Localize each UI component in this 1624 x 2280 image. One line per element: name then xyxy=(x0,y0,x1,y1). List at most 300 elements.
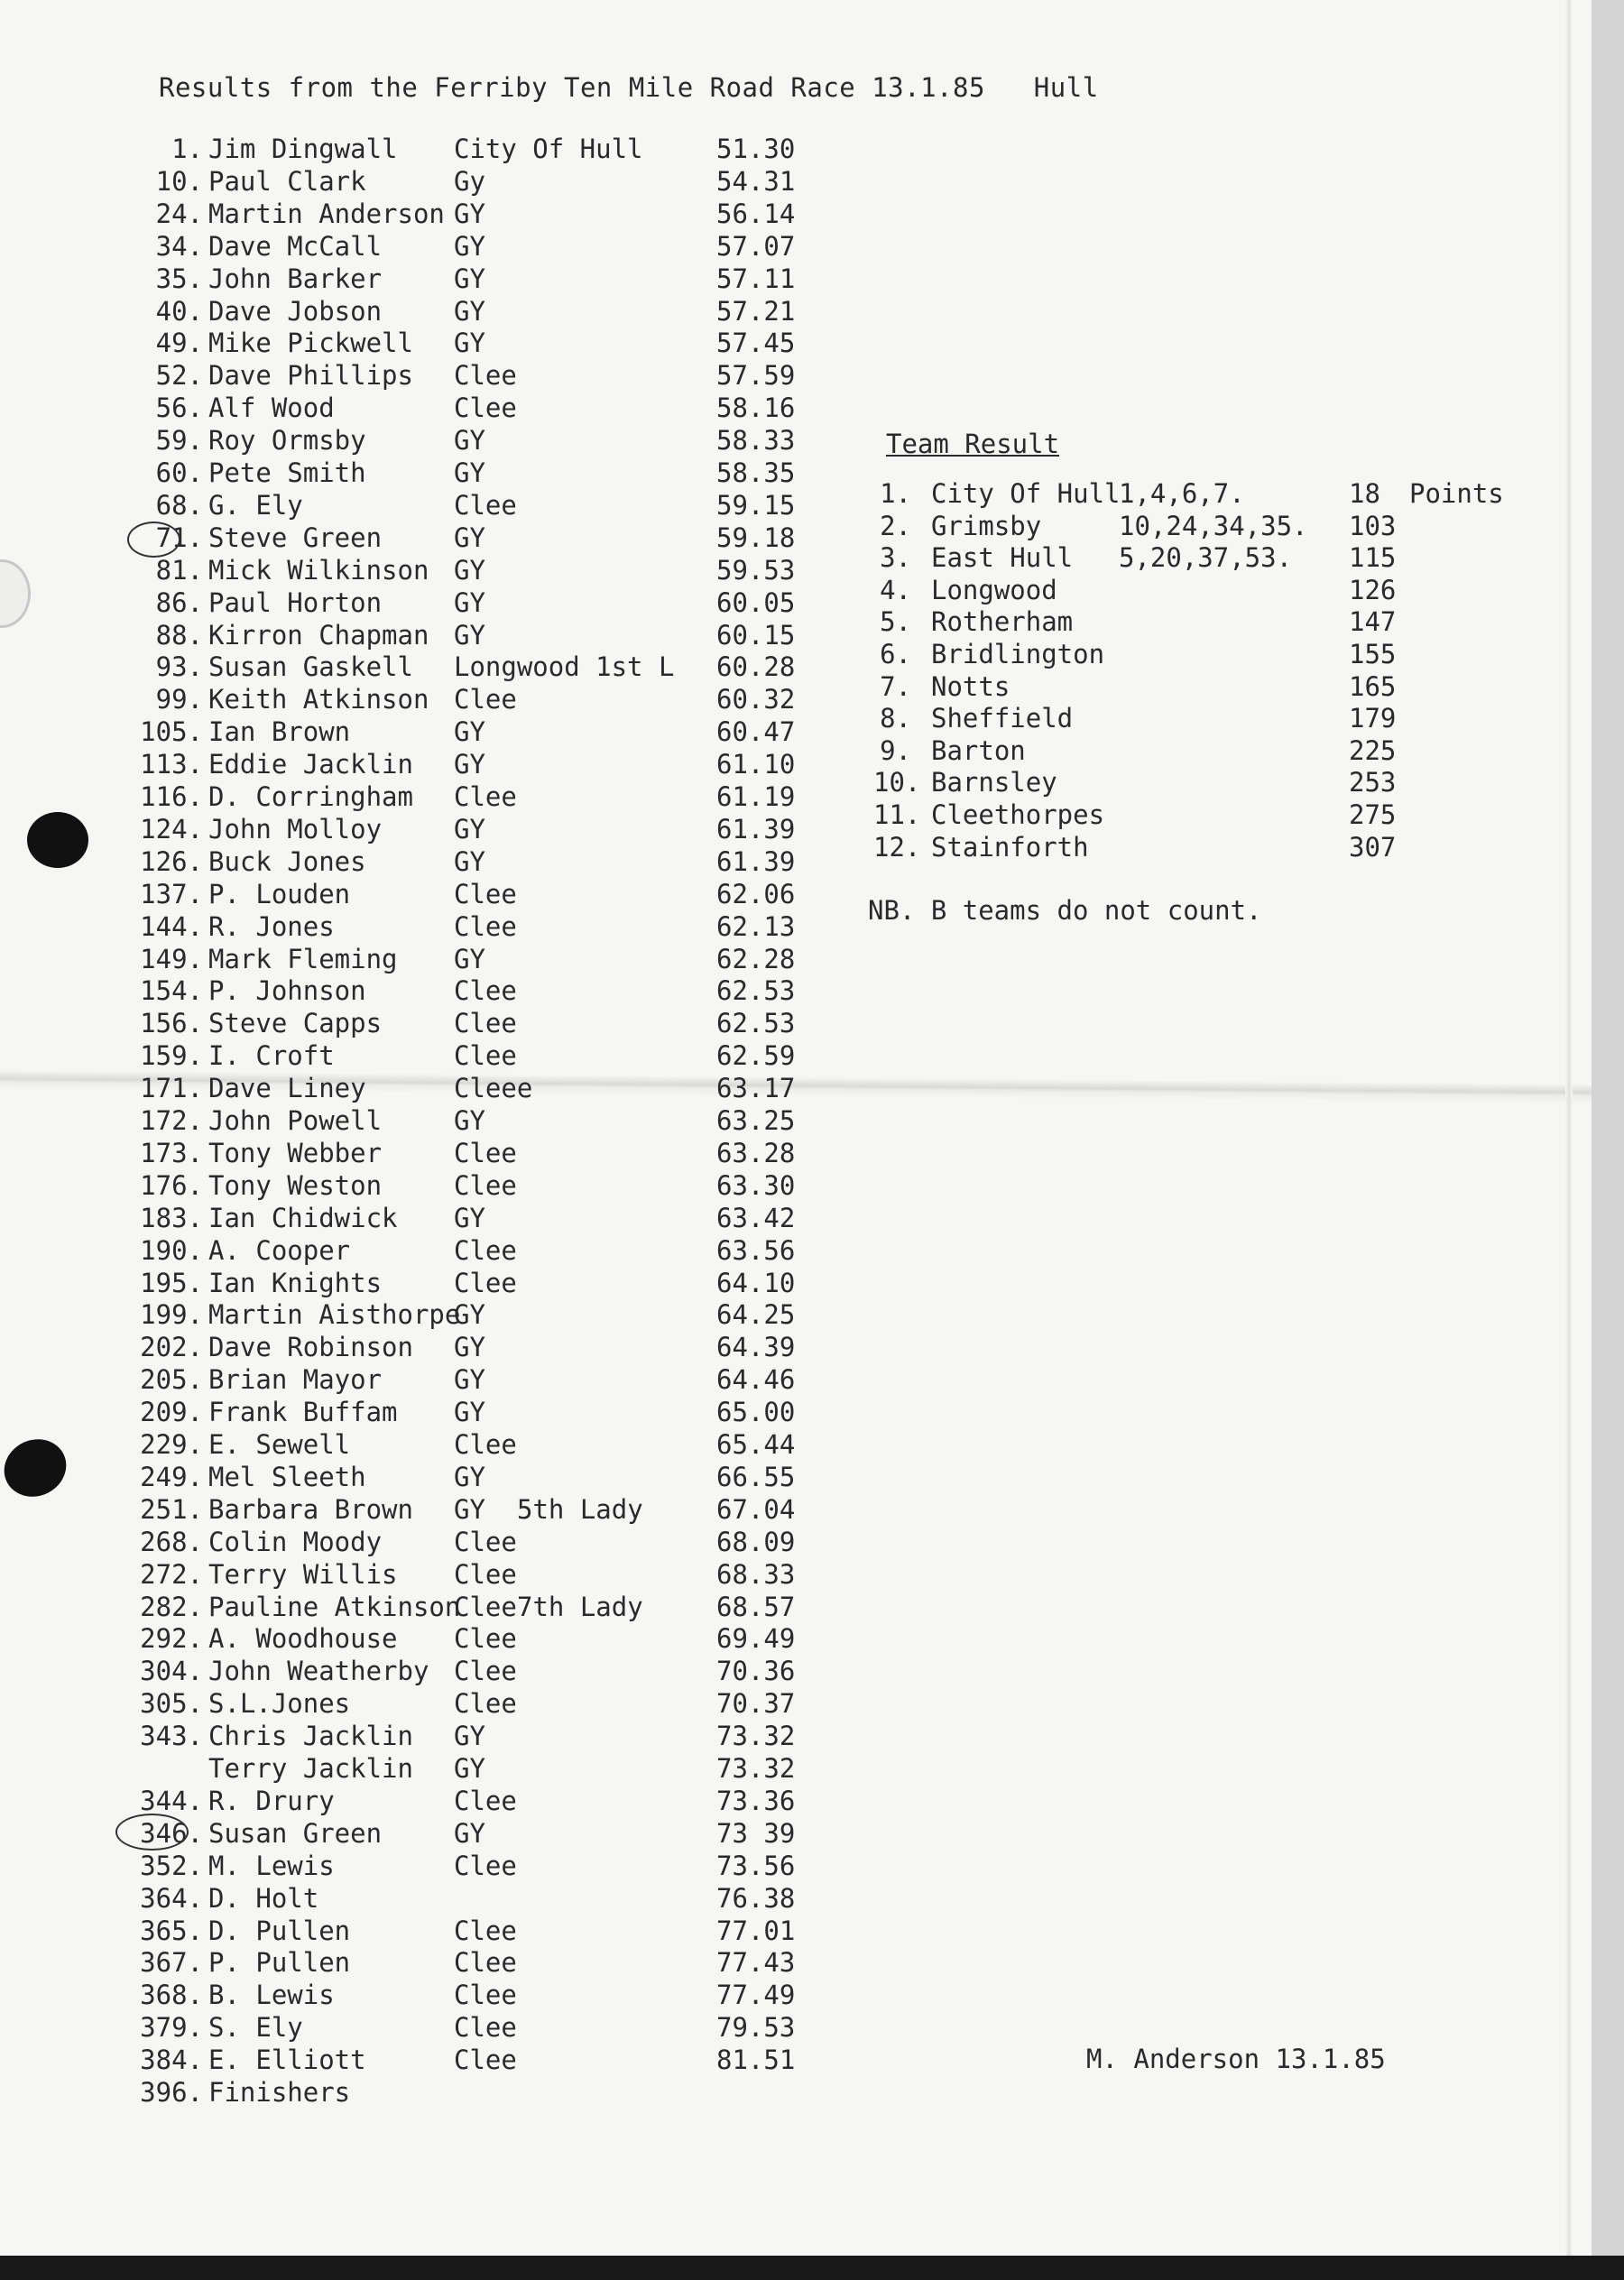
team-row xyxy=(0,542,1592,575)
result-row xyxy=(0,1851,866,1883)
runner-name: Martin Anderson xyxy=(208,198,445,229)
finish-time: 68.09 xyxy=(716,1526,796,1557)
runner-name: Dave Jobson xyxy=(208,295,383,327)
team-points: 275 xyxy=(1349,799,1397,830)
finish-time: 70.37 xyxy=(716,1688,796,1720)
finish-time: 63.56 xyxy=(716,1234,796,1266)
finish-time: 68.33 xyxy=(716,1558,796,1590)
runner-name: Steve Capps xyxy=(208,1008,383,1039)
runner-name: S.L.Jones xyxy=(208,1688,351,1720)
team-position: 1. xyxy=(880,478,911,509)
runner-name: John Powell xyxy=(208,1105,383,1136)
finish-time: 65.00 xyxy=(716,1397,796,1428)
runner-name: Jim Dingwall xyxy=(208,134,398,164)
result-position: 346. xyxy=(140,1817,203,1849)
finish-time: 69.49 xyxy=(716,1623,796,1655)
team-row xyxy=(0,832,1592,864)
club-name: GY xyxy=(454,522,485,553)
club-name: Clee xyxy=(454,781,517,812)
result-position: 367. xyxy=(140,1947,203,1979)
team-note: NB. B teams do not count. xyxy=(868,895,1262,926)
result-position: 56. xyxy=(155,392,203,424)
result-note: 5th Lady xyxy=(517,1493,643,1525)
result-position: 364. xyxy=(140,1882,203,1914)
team-row xyxy=(0,606,1592,639)
club-name: Clee xyxy=(454,1688,517,1720)
club-name: Clee xyxy=(454,1656,517,1687)
finish-time: 62.13 xyxy=(716,910,796,942)
runner-name: Ian Chidwick xyxy=(208,1202,398,1233)
result-row xyxy=(0,1623,866,1656)
club-name: Clee xyxy=(454,489,517,521)
finish-time: 67.04 xyxy=(716,1493,796,1525)
page-title: Results from the Ferriby Ten Mile Road Race 13.1.85 Hull xyxy=(159,72,1099,103)
finish-time: 59.18 xyxy=(716,522,796,553)
runner-name: Susan Green xyxy=(208,1817,383,1849)
result-position: 209. xyxy=(140,1397,203,1428)
result-row xyxy=(0,1494,866,1527)
result-row xyxy=(0,1040,866,1073)
runner-name: Frank Buffam xyxy=(208,1397,398,1428)
finish-time: 61.19 xyxy=(716,781,796,812)
team-row xyxy=(0,767,1592,799)
finish-time: 73.32 xyxy=(716,1721,796,1752)
result-row xyxy=(0,1170,866,1203)
result-row xyxy=(0,1299,866,1332)
finish-time: 59.15 xyxy=(716,489,796,521)
runner-name: Pete Smith xyxy=(208,457,366,488)
team-name: Longwood xyxy=(931,574,1057,605)
club-name: GY xyxy=(454,1332,485,1363)
result-position: 365. xyxy=(140,1915,203,1946)
finish-time: 60.32 xyxy=(716,684,796,715)
club-name: GY xyxy=(454,1493,485,1525)
finish-time: 62.06 xyxy=(716,878,796,909)
runner-name: P. Louden xyxy=(208,878,351,909)
finish-time: 57.45 xyxy=(716,328,796,359)
team-position: 9. xyxy=(880,734,911,766)
club-name: GY xyxy=(454,263,485,294)
team-finishers: 10,24,34,35. xyxy=(1119,510,1308,541)
result-position: 229. xyxy=(140,1429,203,1460)
team-position: 8. xyxy=(880,703,911,734)
fold-crease-vertical xyxy=(1565,0,1573,2256)
club-name: GY xyxy=(454,749,485,780)
result-row xyxy=(0,1235,866,1268)
team-position: 7. xyxy=(880,670,911,702)
finish-time: 57.11 xyxy=(716,263,796,294)
result-row xyxy=(0,2077,866,2109)
result-note: 7th Lady xyxy=(517,1591,643,1622)
finish-time: 57.21 xyxy=(716,295,796,327)
result-row xyxy=(0,1073,866,1105)
finish-time: 61.10 xyxy=(716,749,796,780)
team-points: 147 xyxy=(1349,606,1397,638)
club-name: Cleee xyxy=(454,1073,533,1104)
finish-time: 79.53 xyxy=(716,2012,796,2044)
club-name: Clee xyxy=(454,1591,517,1622)
result-position: 68. xyxy=(155,489,203,521)
runner-name: P. Johnson xyxy=(208,975,366,1007)
result-position: 202. xyxy=(140,1332,203,1363)
finish-time: 76.38 xyxy=(716,1882,796,1914)
team-name: Stainforth xyxy=(931,831,1089,863)
finish-time: 63.42 xyxy=(716,1202,796,1233)
result-position: 149. xyxy=(140,943,203,974)
team-row xyxy=(0,735,1592,768)
result-row xyxy=(0,911,866,944)
runner-name: Mick Wilkinson xyxy=(208,554,429,586)
finish-time: 60.05 xyxy=(716,586,796,618)
team-row xyxy=(0,671,1592,704)
team-finishers: 5,20,37,53. xyxy=(1119,542,1293,574)
runner-name: Ian Brown xyxy=(208,716,351,748)
club-name: GY xyxy=(454,1299,485,1331)
team-position: 12. xyxy=(873,831,921,863)
club-name: GY xyxy=(454,943,485,974)
club-name: GY xyxy=(454,198,485,229)
club-name: GY xyxy=(454,1202,485,1233)
result-row xyxy=(0,134,866,166)
finish-time: 57.59 xyxy=(716,360,796,392)
club-name: GY xyxy=(454,554,485,586)
team-points: 115 xyxy=(1349,542,1397,574)
team-name: Notts xyxy=(931,670,1010,702)
runner-name: Kirron Chapman xyxy=(208,619,429,651)
result-position: 59. xyxy=(155,425,203,457)
club-name: Gy xyxy=(454,165,485,197)
result-row xyxy=(0,1429,866,1462)
runner-name: D. Holt xyxy=(208,1882,319,1914)
team-name: Rotherham xyxy=(931,606,1074,638)
result-row xyxy=(0,1592,866,1624)
team-name: Barton xyxy=(931,734,1026,766)
result-row xyxy=(0,1915,866,1948)
team-name: Cleethorpes xyxy=(931,799,1105,830)
runner-name: Paul Clark xyxy=(208,165,366,197)
result-row xyxy=(0,1332,866,1364)
result-row xyxy=(0,2045,866,2077)
runner-name: Dave McCall xyxy=(208,230,383,262)
finish-time: 58.16 xyxy=(716,392,796,424)
finish-time: 63.17 xyxy=(716,1073,796,1104)
finish-time: 62.53 xyxy=(716,975,796,1007)
runner-name: Finishers xyxy=(208,2077,351,2108)
club-name: GY xyxy=(454,845,485,877)
team-points: 18 xyxy=(1349,478,1380,509)
team-points: 225 xyxy=(1349,734,1397,766)
team-row xyxy=(0,703,1592,735)
runner-name: Dave Robinson xyxy=(208,1332,413,1363)
team-points: 253 xyxy=(1349,767,1397,798)
club-name: Clee xyxy=(454,878,517,909)
result-position: 251. xyxy=(140,1493,203,1525)
result-position: 268. xyxy=(140,1526,203,1557)
runner-name: Mike Pickwell xyxy=(208,328,413,359)
team-position: 5. xyxy=(880,606,911,638)
result-row xyxy=(0,1786,866,1818)
runner-name: Alf Wood xyxy=(208,392,335,424)
result-row xyxy=(0,1268,866,1300)
result-row xyxy=(0,1203,866,1235)
result-position: 199. xyxy=(140,1299,203,1331)
result-row xyxy=(0,1105,866,1138)
club-name: GY xyxy=(454,716,485,748)
club-name: GY xyxy=(454,1721,485,1752)
runner-name: John Weatherby xyxy=(208,1656,429,1687)
result-position: 396. xyxy=(140,2077,203,2108)
result-row xyxy=(0,2012,866,2045)
club-name: GY xyxy=(454,295,485,327)
result-position: 60. xyxy=(155,457,203,488)
finish-time: 63.25 xyxy=(716,1105,796,1136)
runner-name: M. Lewis xyxy=(208,1850,335,1881)
runner-name: E. Sewell xyxy=(208,1429,351,1460)
club-name: Clee xyxy=(454,1623,517,1655)
result-position: 99. xyxy=(155,684,203,715)
team-position: 11. xyxy=(873,799,921,830)
club-name: Clee xyxy=(454,1850,517,1881)
result-row xyxy=(0,1883,866,1915)
team-name: Grimsby xyxy=(931,510,1042,541)
runner-name: Dave Phillips xyxy=(208,360,413,392)
runner-name: Brian Mayor xyxy=(208,1364,383,1396)
result-row xyxy=(0,1656,866,1688)
team-position: 4. xyxy=(880,574,911,605)
finish-time: 62.53 xyxy=(716,1008,796,1039)
team-points: 179 xyxy=(1349,703,1397,734)
result-row xyxy=(0,1138,866,1170)
runner-name: R. Jones xyxy=(208,910,335,942)
runner-name: Tony Weston xyxy=(208,1169,383,1201)
runner-name: A. Cooper xyxy=(208,1234,351,1266)
result-position: 124. xyxy=(140,813,203,845)
finish-time: 60.47 xyxy=(716,716,796,748)
club-name: Clee xyxy=(454,1915,517,1946)
finish-time: 73.32 xyxy=(716,1753,796,1784)
club-name: GY xyxy=(454,425,485,457)
circled-position-346 xyxy=(115,1814,189,1851)
team-finishers: 1,4,6,7. xyxy=(1119,478,1245,509)
scan-bottom-border xyxy=(0,2256,1624,2280)
team-position: 2. xyxy=(880,510,911,541)
club-name: Clee xyxy=(454,1429,517,1460)
team-name: Barnsley xyxy=(931,767,1057,798)
runner-name: S. Ely xyxy=(208,2012,303,2044)
result-row xyxy=(0,1008,866,1040)
team-name: Bridlington xyxy=(931,639,1105,669)
runner-name: John Barker xyxy=(208,263,383,294)
runner-name: Mark Fleming xyxy=(208,943,398,974)
finish-time: 58.35 xyxy=(716,457,796,488)
result-position: 205. xyxy=(140,1364,203,1396)
club-name: Clee xyxy=(454,910,517,942)
team-result-heading: Team Result xyxy=(886,429,1060,459)
finish-time: 70.36 xyxy=(716,1656,796,1687)
result-row xyxy=(0,1753,866,1786)
result-row xyxy=(0,1980,866,2012)
club-name: GY xyxy=(454,328,485,359)
finish-time: 73 39 xyxy=(716,1817,796,1849)
result-position: 137. xyxy=(140,878,203,909)
result-row xyxy=(0,425,866,457)
result-position: 173. xyxy=(140,1137,203,1168)
club-name: Clee xyxy=(454,1785,517,1816)
club-name: Clee xyxy=(454,392,517,424)
team-points: 126 xyxy=(1349,574,1397,605)
runner-name: Buck Jones xyxy=(208,845,366,877)
team-position: 10. xyxy=(873,767,921,798)
finish-time: 51.30 xyxy=(716,134,796,164)
result-position: 190. xyxy=(140,1234,203,1266)
runner-name: John Molloy xyxy=(208,813,383,845)
finish-time: 62.28 xyxy=(716,943,796,974)
club-name: Clee xyxy=(454,2045,517,2076)
club-name: GY xyxy=(454,1817,485,1849)
finish-time: 64.39 xyxy=(716,1332,796,1363)
finish-time: 73.36 xyxy=(716,1785,796,1816)
finish-time: 61.39 xyxy=(716,813,796,845)
runner-name: Terry Jacklin xyxy=(208,1753,413,1784)
result-row xyxy=(0,1364,866,1397)
runner-name: Tony Webber xyxy=(208,1137,383,1168)
result-position: 81. xyxy=(155,554,203,586)
club-name: Clee xyxy=(454,1558,517,1590)
result-position: 272. xyxy=(140,1558,203,1590)
runner-name: Martin Aisthorpe xyxy=(208,1299,461,1331)
result-row xyxy=(0,392,866,425)
result-position: 282. xyxy=(140,1591,203,1622)
result-position: 379. xyxy=(140,2012,203,2044)
team-points: 307 xyxy=(1349,831,1397,863)
result-position: 24. xyxy=(155,198,203,229)
team-name: Sheffield xyxy=(931,703,1074,734)
finish-time: 68.57 xyxy=(716,1591,796,1622)
result-position: 52. xyxy=(155,360,203,392)
club-name: Clee xyxy=(454,1008,517,1039)
finish-time: 61.39 xyxy=(716,845,796,877)
result-position: 10. xyxy=(155,165,203,197)
result-position: 93. xyxy=(155,651,203,683)
finish-time: 56.14 xyxy=(716,198,796,229)
finish-time: 63.30 xyxy=(716,1169,796,1201)
runner-name: D. Corringham xyxy=(208,781,413,812)
finish-time: 57.07 xyxy=(716,230,796,262)
runner-name: Steve Green xyxy=(208,522,383,553)
page-edge-shadow xyxy=(1592,0,1624,2256)
result-position: 116. xyxy=(140,781,203,812)
finish-time: 64.10 xyxy=(716,1267,796,1298)
team-name: City Of Hull xyxy=(931,478,1121,509)
runner-name: I. Croft xyxy=(208,1040,335,1072)
finish-time: 63.28 xyxy=(716,1137,796,1168)
result-position: 292. xyxy=(140,1623,203,1655)
club-name: GY xyxy=(454,230,485,262)
result-position: 344. xyxy=(140,1785,203,1816)
result-position: 195. xyxy=(140,1267,203,1298)
finish-time: 81.51 xyxy=(716,2045,796,2076)
runner-name: D. Pullen xyxy=(208,1915,351,1946)
club-name: Clee xyxy=(454,684,517,715)
team-position: 3. xyxy=(880,542,911,574)
result-row xyxy=(0,328,866,360)
result-row xyxy=(0,1688,866,1721)
team-position: 6. xyxy=(880,639,911,669)
result-row xyxy=(0,1527,866,1559)
result-position: 1. xyxy=(171,134,203,164)
runner-name: Dave Liney xyxy=(208,1073,366,1104)
result-position: 34. xyxy=(155,230,203,262)
finish-time: 60.28 xyxy=(716,651,796,683)
result-position: 126. xyxy=(140,845,203,877)
finish-time: 62.59 xyxy=(716,1040,796,1072)
result-position: 156. xyxy=(140,1008,203,1039)
result-position: 105. xyxy=(140,716,203,748)
result-position: 86. xyxy=(155,586,203,618)
club-name: GY xyxy=(454,1364,485,1396)
result-row xyxy=(0,231,866,263)
runner-name: Terry Willis xyxy=(208,1558,398,1590)
result-position: 368. xyxy=(140,1980,203,2011)
runner-name: Mel Sleeth xyxy=(208,1461,366,1492)
finish-time: 54.31 xyxy=(716,165,796,197)
result-position: 343. xyxy=(140,1721,203,1752)
result-position: 171. xyxy=(140,1073,203,1104)
result-position: 40. xyxy=(155,295,203,327)
runner-name: Keith Atkinson xyxy=(208,684,429,715)
result-position: 304. xyxy=(140,1656,203,1687)
club-name: GY xyxy=(454,813,485,845)
runner-name: P. Pullen xyxy=(208,1947,351,1979)
finish-time: 64.25 xyxy=(716,1299,796,1331)
result-row xyxy=(0,166,866,198)
finish-time: 60.15 xyxy=(716,619,796,651)
finish-time: 73.56 xyxy=(716,1850,796,1881)
result-row xyxy=(0,296,866,328)
runner-name: Susan Gaskell xyxy=(208,651,413,683)
points-label: Points xyxy=(1409,478,1504,509)
team-row xyxy=(0,639,1592,671)
result-position: 384. xyxy=(140,2045,203,2076)
runner-name: G. Ely xyxy=(208,489,303,521)
result-row xyxy=(0,879,866,911)
runner-name: Chris Jacklin xyxy=(208,1721,413,1752)
team-points: 155 xyxy=(1349,639,1397,669)
result-row xyxy=(0,198,866,231)
club-name: GY xyxy=(454,1397,485,1428)
result-position: 35. xyxy=(155,263,203,294)
result-position: 49. xyxy=(155,328,203,359)
finish-time: 64.46 xyxy=(716,1364,796,1396)
result-row xyxy=(0,360,866,392)
result-row xyxy=(0,1947,866,1980)
club-name: GY xyxy=(454,1461,485,1492)
finish-time: 66.55 xyxy=(716,1461,796,1492)
result-row xyxy=(0,1559,866,1592)
result-row xyxy=(0,975,866,1008)
club-name: Clee xyxy=(454,1040,517,1072)
club-name: Clee xyxy=(454,1267,517,1298)
runner-name: Eddie Jacklin xyxy=(208,749,413,780)
result-position: 144. xyxy=(140,910,203,942)
club-name: Clee xyxy=(454,1169,517,1201)
result-position: 159. xyxy=(140,1040,203,1072)
team-row xyxy=(0,511,1592,543)
runner-name: Paul Horton xyxy=(208,586,383,618)
runner-name: Barbara Brown xyxy=(208,1493,413,1525)
signature-line: M. Anderson 13.1.85 xyxy=(1086,2044,1386,2074)
finish-time: 59.53 xyxy=(716,554,796,586)
